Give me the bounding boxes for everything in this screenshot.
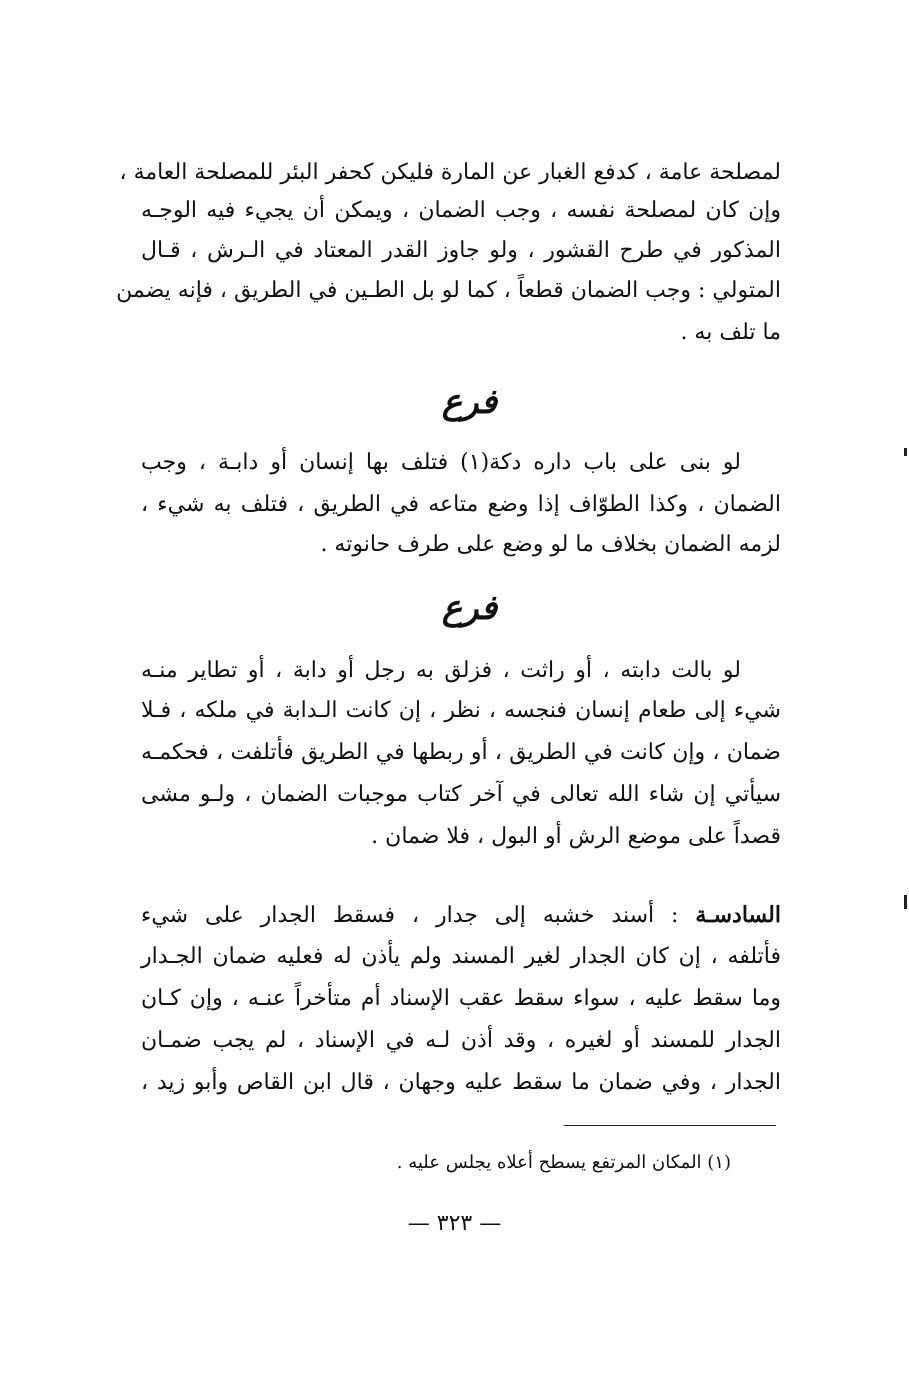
text-line: لو بنى على باب داره دكة(١) فتلف بها إنسان أو دابـة ، وجب bbox=[141, 450, 741, 475]
text-line: المذكور في طرح القشور ، ولو جاوز القدر المعتاد في الـرش ، قـال bbox=[141, 238, 781, 263]
text-fragment: : أسند خشبه إلى جدار ، فسقط الجدار على شيء bbox=[141, 903, 679, 928]
text-line: فأتلفه ، إن كان الجدار لغير المسند ولم يأذن له فعليه ضمان الجـدار bbox=[141, 944, 781, 969]
section-term: السادسـة bbox=[695, 902, 781, 928]
section-heading: فرع bbox=[441, 588, 498, 628]
text-line: ما تلف به . bbox=[680, 320, 781, 345]
text-line: الجدار للمسند أو لغيره ، وقد أذن لـه في الإسناد ، لم يجب ضمـان bbox=[141, 1028, 781, 1053]
scan-mark bbox=[904, 895, 907, 909]
text-line bbox=[141, 900, 781, 931]
text-line: لو بالت دابته ، أو راثت ، فزلق به رجل أو دابة ، أو تطاير منـه bbox=[141, 658, 741, 683]
text-line: الضمان ، وكذا الطوّاف إذا وضع متاعه في الطريق ، فتلف به شيء ، bbox=[141, 492, 781, 517]
text-line: وإن كان لمصلحة نفسه ، وجب الضمان ، ويمكن أن يجيء فيه الوجـه bbox=[141, 198, 781, 223]
footnote: (١) المكان المرتفع يسطح أعلاه يجلس عليه . bbox=[396, 1152, 731, 1173]
text-line: شيء إلى طعام إنسان فنجسه ، نظر ، إن كانت الـدابة في ملكه ، فـلا bbox=[141, 698, 781, 723]
footnote-divider bbox=[564, 1125, 776, 1126]
section-heading: فرع bbox=[441, 382, 498, 422]
text-line: الجدار ، وفي ضمان ما سقط عليه وجهان ، قال ابن القاص وأبو زيد ، bbox=[141, 1070, 781, 1095]
text-line: قصداً على موضع الرش أو البول ، فلا ضمان . bbox=[371, 824, 781, 849]
page-number: — ٣٢٣ — bbox=[407, 1211, 502, 1236]
text-line: سيأتي إن شاء الله تعالى في آخر كتاب موجبات الضمان ، ولـو مشى bbox=[141, 782, 781, 807]
text-line: المتولي : وجب الضمان قطعاً ، كما لو بل الطـين في الطريق ، فإنه يضمن bbox=[116, 278, 781, 303]
text-line: لزمه الضمان بخلاف ما لو وضع على طرف حانوته . bbox=[320, 532, 781, 557]
scan-mark bbox=[904, 448, 907, 456]
text-line: وما سقط عليه ، سواء سقط عقب الإسناد أم متأخراً عنـه ، وإن كـان bbox=[141, 986, 781, 1011]
text-line: ضمان ، وإن كانت في الطريق ، أو ربطها في الطريق فأتلفت ، فحكمـه bbox=[141, 740, 781, 765]
text-line: لمصلحة عامة ، كدفع الغبار عن المارة فليكن كحفر البئر للمصلحة العامة ، bbox=[119, 160, 781, 185]
